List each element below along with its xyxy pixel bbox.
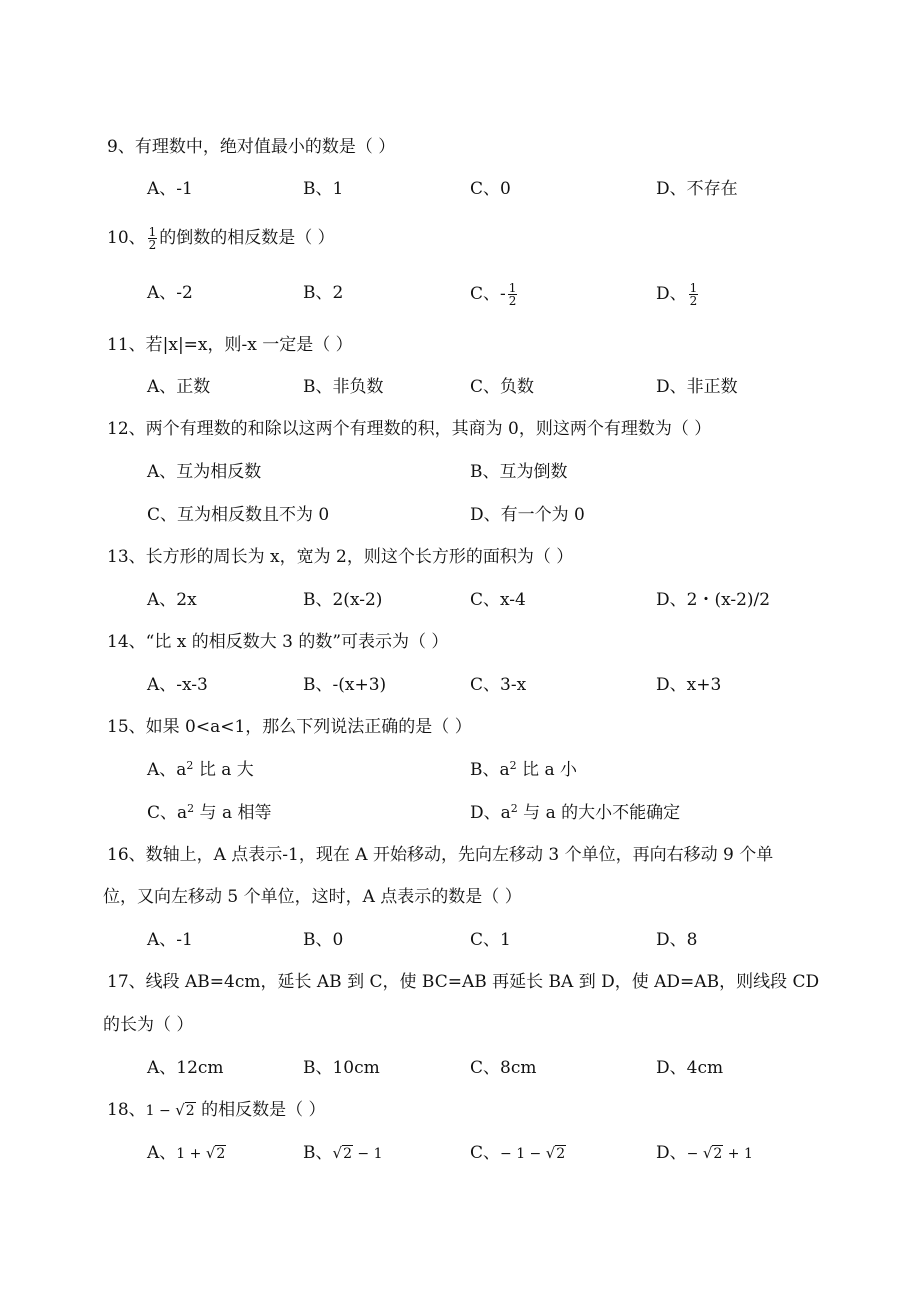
question-14-option-c[interactable]: C、3-x <box>470 675 527 695</box>
question-9-option-a[interactable]: A、-1 <box>147 179 193 199</box>
exponent: 2 <box>510 802 518 815</box>
question-9-stem: 9、有理数中，绝对值最小的数是（ ） <box>107 137 396 157</box>
question-13-option-d[interactable]: D、2・(x-2)/2 <box>656 590 771 610</box>
question-10-option-b[interactable]: B、2 <box>303 283 344 303</box>
exponent: 2 <box>186 759 194 772</box>
question-18-stem <box>107 1099 325 1122</box>
exponent: 2 <box>187 802 195 815</box>
question-11-option-a[interactable]: A、正数 <box>147 377 211 397</box>
fraction <box>689 282 699 307</box>
question-15-option-c[interactable] <box>147 802 272 824</box>
fraction <box>148 226 158 251</box>
radicand: 2 <box>216 1146 226 1162</box>
question-9-option-b[interactable]: B、1 <box>303 179 344 199</box>
question-9-option-c[interactable]: C、0 <box>470 179 511 199</box>
question-14-stem: 14、“比 x 的相反数大 3 的数”可表示为（ ） <box>107 632 449 652</box>
option-text: B、a <box>470 760 510 780</box>
fraction-denominator: 2 <box>508 294 517 308</box>
question-10-number: 10、 <box>107 228 146 248</box>
math-expression <box>146 1103 196 1119</box>
question-10-text: 的倒数的相反数是（ ） <box>159 228 335 248</box>
question-14-option-b[interactable]: B、-(x+3) <box>303 675 387 695</box>
radicand: 2 <box>713 1146 723 1162</box>
square-root: √2 <box>702 1144 723 1162</box>
question-10-option-a[interactable]: A、-2 <box>147 283 193 303</box>
square-root: √2 <box>545 1144 566 1162</box>
question-12-option-d[interactable]: D、有一个为 0 <box>470 505 585 525</box>
question-17-option-a[interactable]: A、12cm <box>147 1058 224 1078</box>
question-16-option-a[interactable]: A、-1 <box>147 930 193 950</box>
question-10-stem <box>107 226 335 251</box>
option-text: 比 a 小 <box>516 760 577 780</box>
question-17-option-c[interactable]: C、8cm <box>470 1058 537 1078</box>
expression-part: 1 − <box>145 1103 176 1119</box>
fraction-numerator: 1 <box>508 281 517 295</box>
question-12-option-b[interactable]: B、互为倒数 <box>470 462 568 482</box>
question-13-option-b[interactable]: B、2(x-2) <box>303 590 383 610</box>
question-17-option-b[interactable]: B、10cm <box>303 1058 380 1078</box>
option-c-label: C、- <box>470 284 506 304</box>
option-text: A、a <box>147 760 187 780</box>
exponent: 2 <box>509 759 517 772</box>
expression-part: − 1 <box>352 1146 383 1162</box>
question-13-stem: 13、长方形的周长为 x，宽为 2，则这个长方形的面积为（ ） <box>107 547 574 567</box>
question-15-option-d[interactable] <box>470 802 680 824</box>
question-10-option-d[interactable] <box>656 282 700 307</box>
option-d-label: D、 <box>656 284 687 304</box>
question-15-option-b[interactable] <box>470 759 577 781</box>
expression-part: − 1 − <box>500 1146 546 1162</box>
question-16-stem-line-2: 位，又向左移动 5 个单位，这时，A 点表示的数是（ ） <box>103 887 522 907</box>
question-13-option-c[interactable]: C、x-4 <box>470 590 526 610</box>
question-10-option-c[interactable] <box>470 282 519 307</box>
square-root: √2 <box>175 1101 195 1119</box>
fraction-numerator: 1 <box>148 225 157 239</box>
option-label: B、 <box>303 1143 333 1163</box>
question-12-option-c[interactable]: C、互为相反数且不为 0 <box>147 505 330 525</box>
question-18-number: 18、 <box>107 1100 146 1120</box>
question-11-option-c[interactable]: C、负数 <box>470 377 535 397</box>
question-11-stem: 11、若|x|=x，则-x 一定是（ ） <box>107 335 353 355</box>
question-14-option-a[interactable]: A、-x-3 <box>147 675 208 695</box>
option-text: D、a <box>470 803 511 823</box>
radicand: 2 <box>185 1103 195 1119</box>
expression-part: 1 + <box>176 1146 206 1162</box>
question-16-stem-line-1: 16、数轴上，A 点表示-1，现在 A 开始移动，先向左移动 3 个单位，再向右移动 9 个单 <box>107 845 774 865</box>
fraction-numerator: 1 <box>689 281 698 295</box>
question-15-option-a[interactable] <box>147 759 254 781</box>
option-text: 与 a 的大小不能确定 <box>517 803 681 823</box>
question-18-option-b[interactable] <box>303 1142 383 1165</box>
fraction <box>508 282 518 307</box>
question-16-option-b[interactable]: B、0 <box>303 930 344 950</box>
question-13-option-a[interactable]: A、2x <box>147 590 197 610</box>
question-16-option-d[interactable]: D、8 <box>656 930 698 950</box>
question-15-stem: 15、如果 0<a<1，那么下列说法正确的是（ ） <box>107 717 472 737</box>
fraction-denominator: 2 <box>689 294 698 308</box>
square-root: √2 <box>332 1144 352 1162</box>
fraction-denominator: 2 <box>148 238 157 252</box>
question-12-option-a[interactable]: A、互为相反数 <box>147 462 262 482</box>
question-17-option-d[interactable]: D、4cm <box>656 1058 724 1078</box>
question-18-option-a[interactable] <box>147 1142 226 1165</box>
question-11-option-d[interactable]: D、非正数 <box>656 377 738 397</box>
option-label: A、 <box>147 1143 177 1163</box>
expression-part: + 1 <box>723 1146 753 1162</box>
question-16-option-c[interactable]: C、1 <box>470 930 511 950</box>
option-label: C、 <box>470 1143 501 1163</box>
square-root: √2 <box>205 1144 226 1162</box>
question-17-stem-line-1: 17、线段 AB=4cm，延长 AB 到 C，使 BC=AB 再延长 BA 到 D，使 AD=AB，则线段 CD <box>107 972 820 992</box>
question-18-option-c[interactable] <box>470 1142 566 1165</box>
radicand: 2 <box>556 1146 566 1162</box>
question-11-option-b[interactable]: B、非负数 <box>303 377 384 397</box>
option-label: D、 <box>656 1143 687 1163</box>
question-9-option-d[interactable]: D、不存在 <box>656 179 738 199</box>
question-17-stem-line-2: 的长为（ ） <box>103 1015 194 1035</box>
option-text: 与 a 相等 <box>194 803 272 823</box>
question-18-text: 的相反数是（ ） <box>195 1100 326 1120</box>
radicand: 2 <box>343 1146 352 1162</box>
option-text: 比 a 大 <box>193 760 254 780</box>
question-18-option-d[interactable] <box>656 1142 753 1165</box>
expression-part: − <box>686 1146 703 1162</box>
option-text: C、a <box>147 803 188 823</box>
question-12-stem: 12、两个有理数的和除以这两个有理数的积，其商为 0，则这两个有理数为（ ） <box>107 419 712 439</box>
question-14-option-d[interactable]: D、x+3 <box>656 675 722 695</box>
